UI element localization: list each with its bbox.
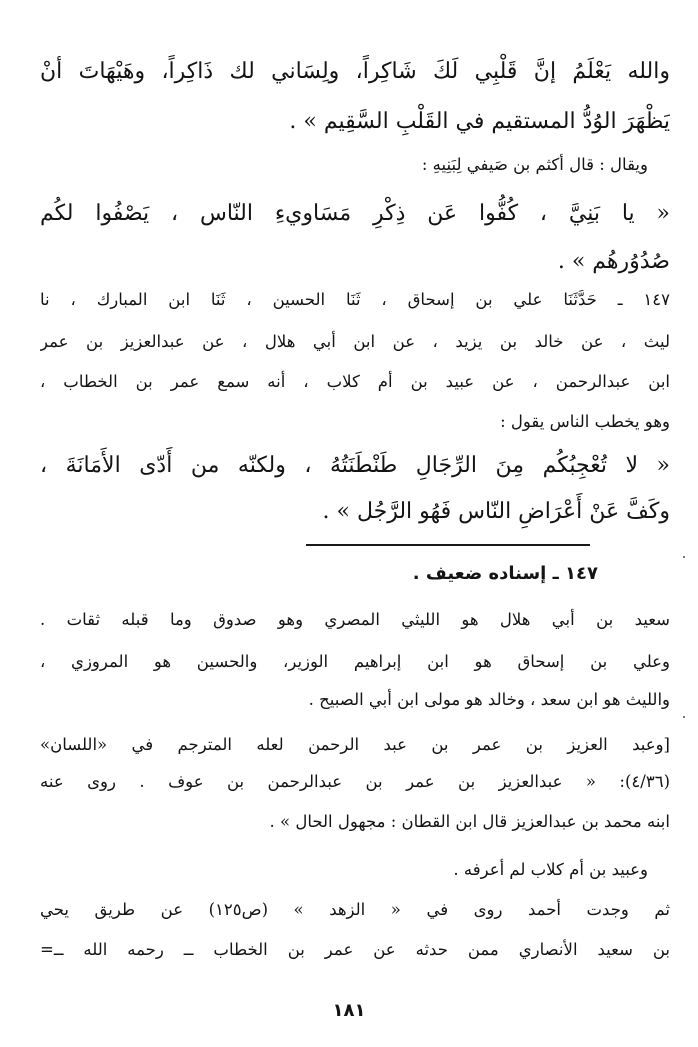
footnote-line: بن سعيد الأنصاري ممن حدثه عن عمر بن الخطاب ــ رحمه الله ــ=: [40, 940, 670, 959]
main-text-line: « يا بَنِيَّ ، كُفُّوا عَن ذِكْرِ مَسَاويءِ النّاس ، يَصْفُوا لكُم: [40, 201, 670, 226]
main-text-line: يَظْهَرَ الوُدُّ المستقيم في القَلْبِ السَّقِيم » .: [289, 109, 670, 134]
main-text-line: والله يَعْلَمُ إنَّ قَلْبِي لَكَ شَاكِراً، ولِسَاني لك ذَاكِراً، وهَيْهَاتَ أنْ: [40, 59, 670, 84]
footnote-line: وعلي بن إسحاق هو ابن إبراهيم الوزير، والحسين هو المروزي ،: [40, 652, 670, 671]
footnote-line: [وعبد العزيز بن عمر بن عبد الرحمن لعله المترجم في «اللسان»: [40, 735, 670, 754]
footnote-separator: [306, 544, 590, 546]
scan-speck: [683, 716, 685, 718]
footnote-line: وعبيد بن أم كلاب لم أعرفه .: [453, 860, 648, 879]
footnote-heading: ١٤٧ ـ إسناده ضعيف .: [412, 563, 598, 584]
main-text-line: ١٤٧ ـ حَدَّثَنَا علي بن إسحاق ، ثَنَا الحسين ، ثَنَا ابن المبارك ، نا: [40, 290, 670, 309]
scan-speck: [683, 556, 685, 558]
footnote-line: ثم وجدت أحمد روى في « الزهد » (ص١٢٥) عن طريق يحي: [40, 900, 670, 919]
footnote-line: سعيد بن أبي هلال هو الليثي المصري وهو صدوق وما قبله ثقات .: [40, 610, 670, 629]
main-text-line: ليث ، عن خالد بن يزيد ، عن ابن أبي هلال ، عن عبدالعزيز بن عمر: [40, 332, 670, 351]
footnote-line: (٤/٣٦): « عبدالعزيز بن عمر بن عبدالرحمن بن عوف . روى عنه: [40, 772, 670, 791]
main-text-line: وهو يخطب الناس يقول :: [500, 412, 670, 431]
footnote-line: ابنه محمد بن عبدالعزيز قال ابن القطان : مجهول الحال » .: [269, 812, 670, 831]
main-text-line: ابن عبدالرحمن ، عن عبيد بن أم كلاب ، أنه سمع عمر بن الخطاب ،: [40, 372, 670, 391]
main-text-line: « لا تُعْجِبُكُم مِنَ الرِّجَالِ طَنْطَنَتُهُ ، ولكنّه من أَدّى الأَمَانَةَ ،: [40, 453, 670, 478]
main-text-line: صُدُوُرهُم » .: [557, 249, 670, 274]
main-text-line: وكَفَّ عَنْ أَعْرَاضِ النّاس فَهُو الرَّجُل » .: [322, 499, 670, 524]
main-text-line: ويقال : قال أكثم بن صَيفي لِبَنِيهِ :: [421, 155, 648, 174]
footnote-line: والليث هو ابن سعد ، وخالد هو مولى ابن أبي الصبيح .: [308, 690, 670, 709]
page-number: ١٨١: [332, 1000, 366, 1021]
